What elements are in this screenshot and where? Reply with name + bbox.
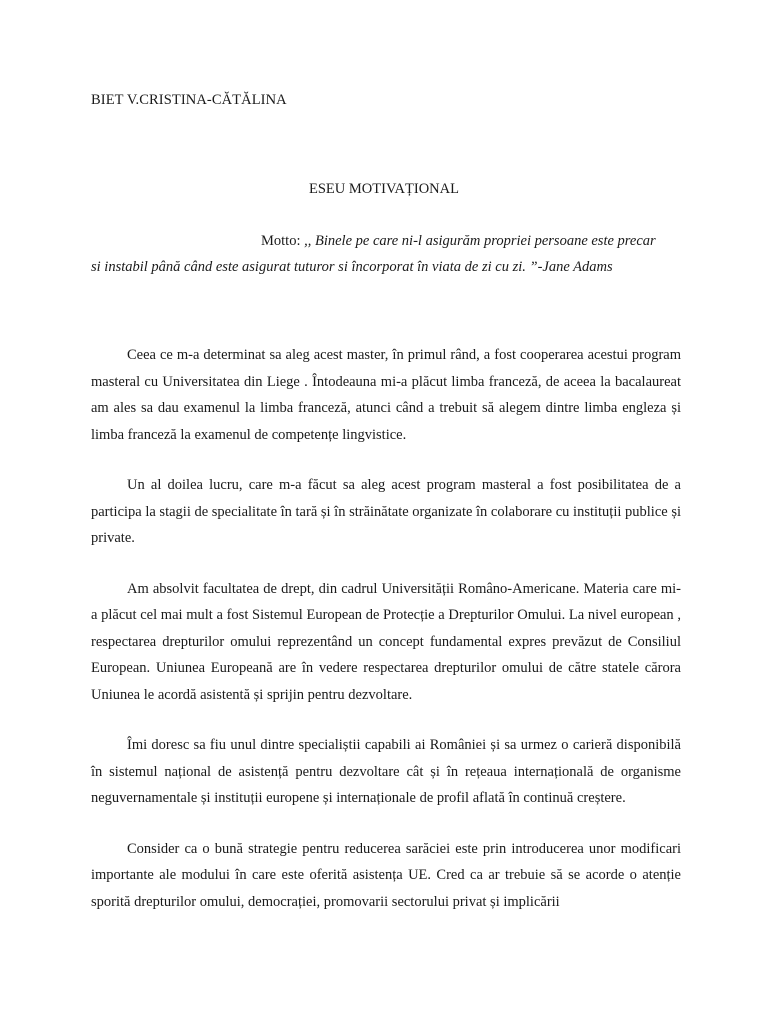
motto-attribution: -Jane Adams	[537, 259, 613, 275]
paragraph: Consider ca o bună strategie pentru reducerea sarăciei este prin introducerea unor modificari importante ale modului în care este oferită asistența UE. Cred ca ar trebuie să se acorde o atenție sporită drepturilor omului, democrației, promovarii sectorului privat și implicării	[91, 840, 681, 910]
essay-title: ESEU MOTIVAȚIONAL	[309, 181, 459, 197]
motto-quote-part-1: ,, Binele pe care ni-l asigurăm propriei persoane este precar	[304, 233, 656, 249]
motto-label: Motto:	[261, 233, 305, 249]
paragraph: Am absolvit facultatea de drept, din cadrul Universității Româno-Americane. Materia care mi-a plăcut cel mai mult a fost Sistemul European de Protecție a Drepturilor Omului. La nivel european , respectarea drepturilor omului reprezentând un concept fundamental expres prevăzut de Consiliul European. Uniunea Europeană are în vedere respectarea drepturilor omului de către statele cărora Uniunea le acordă asistentă și sprijin pentru dezvoltare.	[91, 580, 681, 703]
motto-block	[91, 228, 681, 280]
paragraph: Ceea ce m-a determinat sa aleg acest master, în primul rând, a fost cooperarea acestui program masteral cu Universitatea din Liege . Întodeauna mi-a plăcut limba franceză, de aceea la bacalaureat am ales sa dau examenul la limba franceză, atunci când a trebuit să alegem dintre limba engleza și limba franceză la examenul de competențe lingvistice.	[91, 347, 681, 443]
paragraph: Îmi doresc sa fiu unul dintre specialiștii capabili ai României și sa urmez o carieră disponibilă în sistemul național de asistență pentru dezvoltare cât și în rețeaua internațională de organisme neguvernamentale și instituții europene și internaționale de profil aflată în continuă creștere.	[91, 737, 681, 806]
motto-quote-part-2: si instabil până când este asigurat tuturor si încorporat în viata de zi cu zi. ”	[91, 259, 538, 275]
paragraph: Un al doilea lucru, care m-a făcut sa aleg acest program masteral a fost posibilitatea de a participa la stagii de specialitate în tară și în străinătate organizate în colaborare cu instituții publice și private.	[91, 477, 681, 546]
motto-line-2	[91, 254, 681, 280]
essay-body	[91, 342, 681, 939]
author-name: BIET V.CRISTINA-CĂTĂLINA	[91, 92, 287, 108]
motto-line-1	[91, 228, 681, 254]
